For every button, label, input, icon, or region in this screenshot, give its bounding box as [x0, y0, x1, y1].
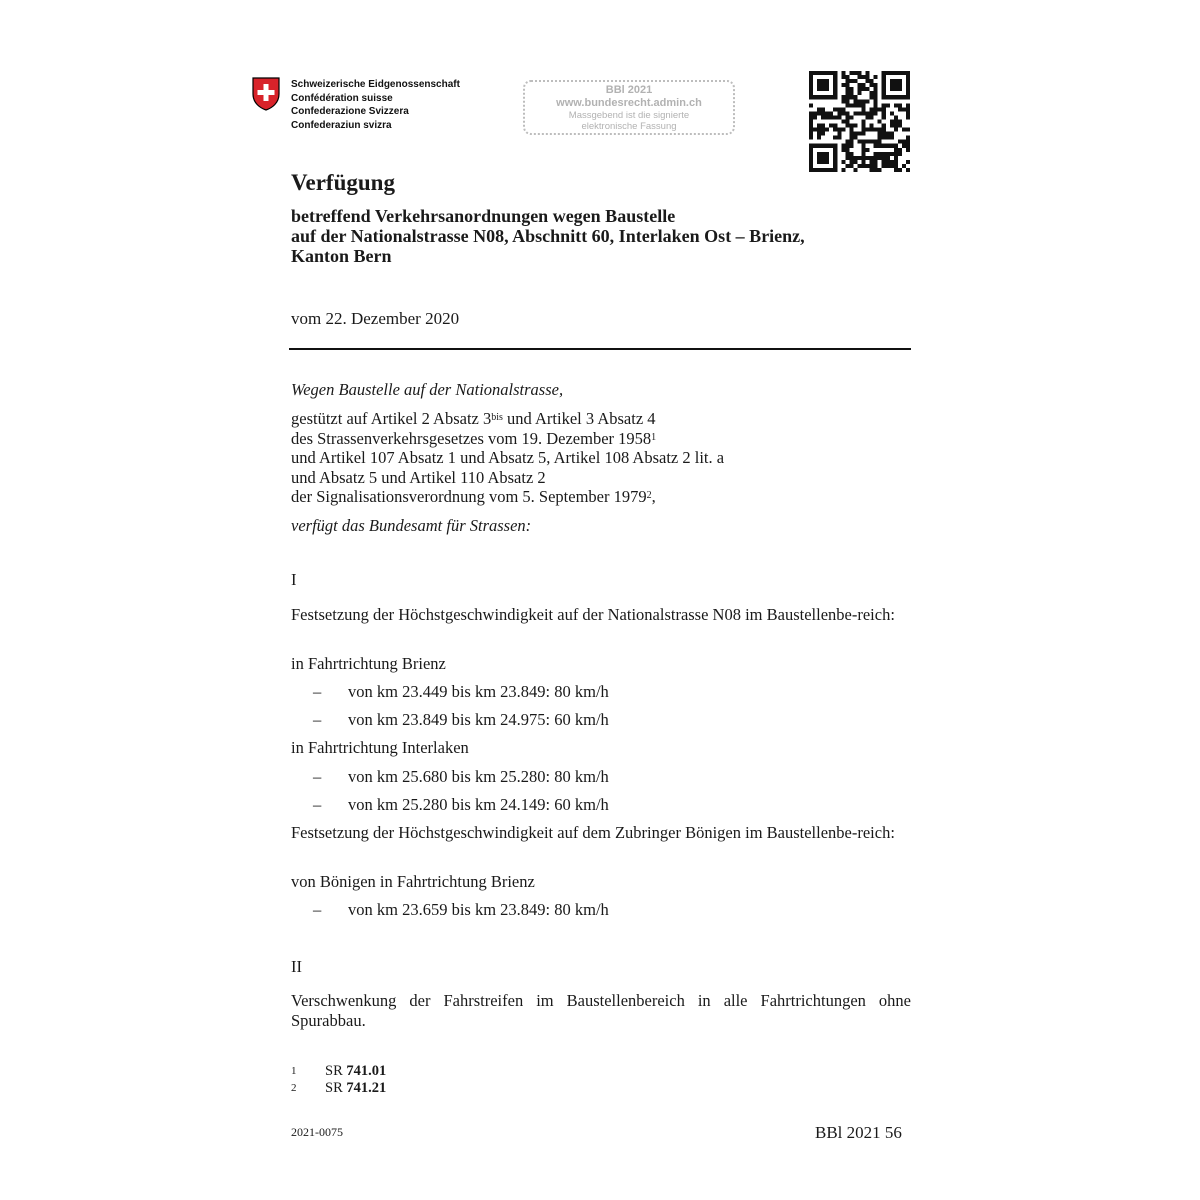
stamp-line-1: BBl 2021 — [605, 84, 653, 96]
swiss-cross-shield-icon — [252, 77, 280, 111]
list-dash: – — [313, 710, 322, 729]
footnote-reference: 741.01 — [346, 1063, 387, 1079]
list-item — [313, 767, 609, 787]
document-date: vom 22. Dezember 2020 — [291, 309, 460, 328]
preamble-line-1-rest: und Artikel 3 Absatz 4 — [502, 409, 656, 428]
document-id: 2021-0075 — [291, 1125, 343, 1139]
speed-limit-entry: von km 25.680 bis km 25.280: 80 km/h — [348, 767, 609, 786]
preamble-intro: Wegen Baustelle auf der Nationalstrasse, — [291, 380, 564, 399]
direction-interlaken: in Fahrtrichtung Interlaken — [291, 738, 469, 757]
speed-limit-entry: von km 25.280 bis km 24.149: 60 km/h — [348, 795, 609, 814]
list-item — [313, 710, 609, 730]
footnote-reference: 741.21 — [346, 1080, 387, 1096]
speed-limit-entry: von km 23.849 bis km 24.975: 60 km/h — [348, 710, 609, 729]
title-divider — [289, 348, 911, 350]
subtitle-line-1: betreffend Verkehrsanordnungen wegen Baustelle — [291, 206, 676, 226]
footnote-1 — [291, 1063, 386, 1079]
footnote-ref-2[interactable]: 2 — [646, 490, 652, 501]
footnote-2 — [291, 1080, 386, 1096]
agency-line-it: Confederazione Svizzera — [291, 106, 409, 117]
agency-line-rm: Confederaziun svizra — [291, 119, 392, 131]
preamble-line-5 — [291, 487, 911, 507]
subtitle-line-3: Kanton Bern — [291, 246, 392, 266]
preamble-line-2-text: des Strassenverkehrsgesetzes vom 19. Dezember 1958 — [291, 428, 652, 448]
section1-paragraph-2: Festsetzung der Höchstgeschwindigkeit auf dem Zubringer Bönigen im Baustellenbe-reich: — [291, 823, 895, 842]
section-number-1: I — [291, 570, 297, 589]
preamble-line-5-text: der Signalisationsverordnung vom 5. September 1979 — [291, 487, 647, 506]
preamble-line-4: und Absatz 5 und Artikel 110 Absatz 2 — [291, 467, 546, 487]
list-dash: – — [313, 767, 322, 786]
preamble-line-3: und Artikel 107 Absatz 1 und Absatz 5, Artikel 108 Absatz 2 lit. a — [291, 448, 725, 467]
superscript-bis: bis — [491, 412, 503, 423]
subtitle-line-2: auf der Nationalstrasse N08, Abschnitt 60, Interlaken Ost – Brienz, — [291, 226, 805, 246]
speed-limit-entry: von km 23.659 bis km 23.849: 80 km/h — [348, 900, 609, 919]
preamble-line-1 — [291, 409, 911, 429]
publication-stamp — [523, 80, 735, 135]
footnote-ref-1[interactable]: 1 — [651, 431, 657, 443]
agency-line-de: Schweizerische Eidgenossenschaft — [291, 79, 460, 90]
preamble-legal-basis — [291, 409, 911, 507]
list-item — [313, 795, 609, 815]
list-item — [313, 900, 609, 920]
footnote-prefix: SR — [325, 1063, 347, 1079]
issuing-authority-clause: verfügt das Bundesamt für Strassen: — [291, 516, 532, 535]
list-dash: – — [313, 795, 322, 814]
preamble-line-1-text: gestützt auf Artikel 2 Absatz 3 — [291, 409, 492, 428]
stamp-line-4: elektronische Fassung — [581, 121, 677, 132]
footnote-prefix: SR — [325, 1080, 347, 1096]
stamp-line-3: Massgebend ist die signierte — [568, 110, 690, 121]
list-item — [313, 682, 609, 702]
list-dash: – — [313, 682, 322, 701]
preamble-line-2 — [291, 429, 911, 449]
stamp-line-2: www.bundesrecht.admin.ch — [556, 97, 702, 109]
list-dash: – — [313, 900, 322, 919]
qr-code-icon — [809, 71, 910, 172]
footnote-number: 1 — [291, 1065, 297, 1077]
section-number-2: II — [291, 957, 302, 976]
agency-line-fr: Confédération suisse — [291, 92, 393, 104]
direction-brienz: in Fahrtrichtung Brienz — [291, 654, 446, 673]
agency-name-block — [291, 78, 460, 132]
speed-limit-entry: von km 23.449 bis km 23.849: 80 km/h — [348, 682, 609, 701]
section1-paragraph-1: Festsetzung der Höchstgeschwindigkeit auf der Nationalstrasse N08 im Baustellenbe-reich: — [291, 605, 895, 624]
footnote-number: 2 — [291, 1082, 297, 1094]
section2-paragraph: Verschwenkung der Fahrstreifen im Baustellenbereich in alle Fahrtrichtungen ohne Spurabbau. — [291, 991, 911, 1030]
document-title: Verfügung — [291, 170, 395, 195]
document-subtitle — [291, 206, 911, 266]
direction-boenigen: von Bönigen in Fahrtrichtung Brienz — [291, 872, 535, 891]
preamble-line-5-rest: , — [651, 487, 656, 506]
bbl-page-reference: BBl 2021 56 — [815, 1123, 902, 1142]
